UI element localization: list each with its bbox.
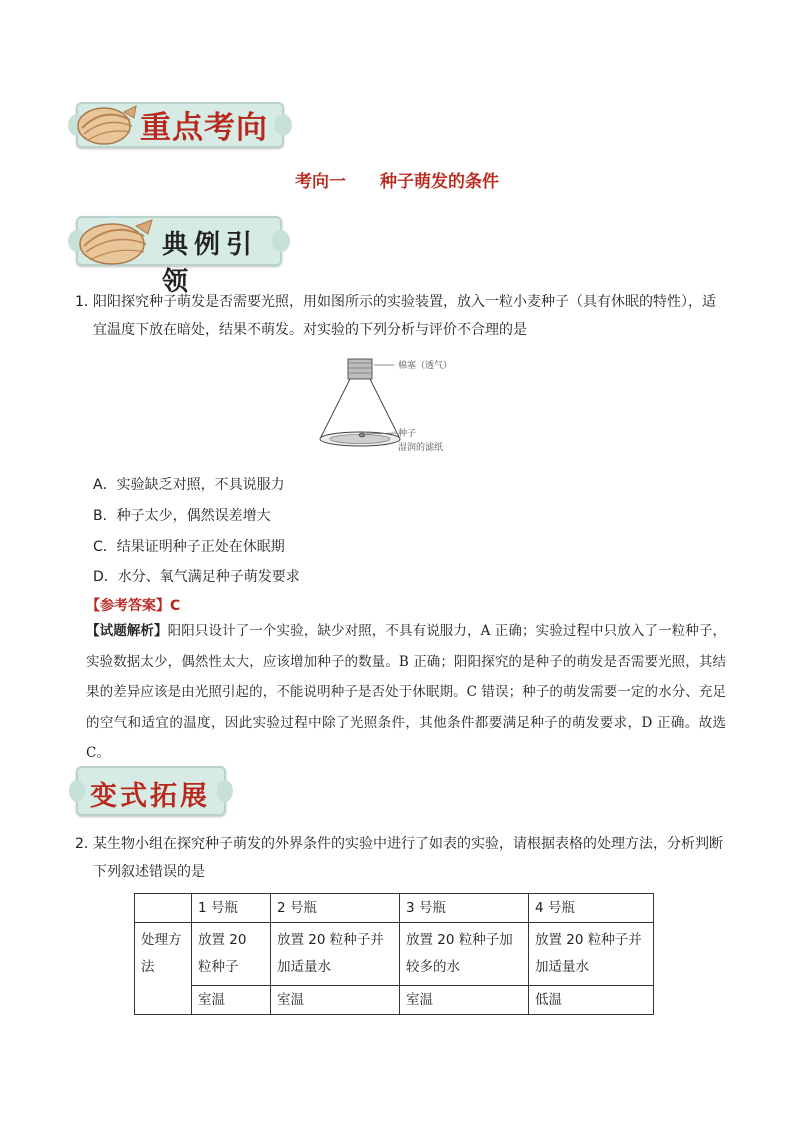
reference-answer [86, 595, 180, 615]
analysis-text: 阳阳只设计了一个实验，缺少对照，不具有说服力，A 正确；实验过程中只放入了一粒种子，实验数据太少，偶然性太大，应该增加种子的数量。B 正确；阳阳探究的是种子的萌发是否需要光照，其结果的差异应该是由光照引起的，不能说明种子是否处于休眠期。C 错误；种子的萌发需要一定的水分、充足的空气和适宜的温度，因此实验过程中除了光照条件，其他条件都要满足种子的萌发要求，D 正确。故选 C。 [86, 623, 727, 761]
table-cell: 放置 20 粒种子 [192, 923, 271, 986]
table-row [135, 986, 654, 1015]
answer-value: C [170, 598, 181, 614]
section-title: 种子萌发的条件 [380, 172, 499, 192]
table-header-cell: 2 号瓶 [271, 894, 400, 923]
section-heading [0, 167, 794, 192]
figure-label-paper: 湿润的滤纸 [398, 443, 444, 453]
table-cell: 放置 20 粒种子并加适量水 [271, 923, 400, 986]
question-number: 2． [75, 836, 98, 852]
question-stem: 阳阳探究种子萌发是否需要光照，用如图所示的实验装置，放入一粒小麦种子（具有休眠的特性），适宜温度下放在暗处，结果不萌发。对实验的下列分析与评价不合理的是 [93, 294, 716, 338]
question-2 [75, 830, 725, 886]
answer-label: 【参考答案】 [86, 598, 170, 614]
table-header-cell: 3 号瓶 [400, 894, 529, 923]
question-1 [75, 288, 725, 344]
option-b: B．种子太少，偶然误差增大 [93, 508, 271, 524]
table-cell: 室温 [271, 986, 400, 1015]
option-a: A．实验缺乏对照，不具说服力 [93, 477, 285, 493]
analysis-label: 【试题解析】 [86, 623, 168, 639]
conch-shell-icon [74, 212, 154, 270]
banner-example-title: 典例引领 [162, 230, 259, 297]
conch-shell-icon [74, 98, 140, 150]
table-row [135, 923, 654, 986]
figure-label-plug: 棉塞（透气） [398, 361, 453, 371]
table-cell: 放置 20 粒种子并加适量水 [529, 923, 654, 986]
table-header-cell [135, 894, 192, 923]
table-cell: 低温 [529, 986, 654, 1015]
analysis-paragraph [86, 616, 726, 769]
banner-variation-title: 变式拓展 [90, 781, 210, 812]
option-c: C．结果证明种子正处在休眠期 [93, 539, 285, 555]
experiment-table [134, 893, 654, 1015]
figure-label-seed: 种子 [398, 429, 417, 439]
question-stem: 某生物小组在探究种子萌发的外界条件的实验中进行了如表的实验，请根据表格的处理方法，分析判断下列叙述错误的是 [93, 836, 723, 880]
table-row-label: 处理方法 [135, 923, 192, 1015]
experiment-apparatus-figure [318, 353, 478, 458]
table-header-cell: 4 号瓶 [529, 894, 654, 923]
table-cell: 室温 [192, 986, 271, 1015]
banner-example [76, 208, 282, 297]
question-number: 1． [75, 294, 98, 310]
table-cell: 室温 [400, 986, 529, 1015]
banner-variation [76, 762, 226, 820]
seed [359, 433, 365, 437]
option-d: D．水分、氧气满足种子萌发要求 [93, 569, 300, 585]
banner-focus [76, 96, 284, 152]
table-cell: 放置 20 粒种子加较多的水 [400, 923, 529, 986]
section-label: 考向一 [295, 172, 346, 192]
table-header-cell: 1 号瓶 [192, 894, 271, 923]
banner-focus-title: 重点考向 [140, 110, 268, 146]
table-header-row [135, 894, 654, 923]
